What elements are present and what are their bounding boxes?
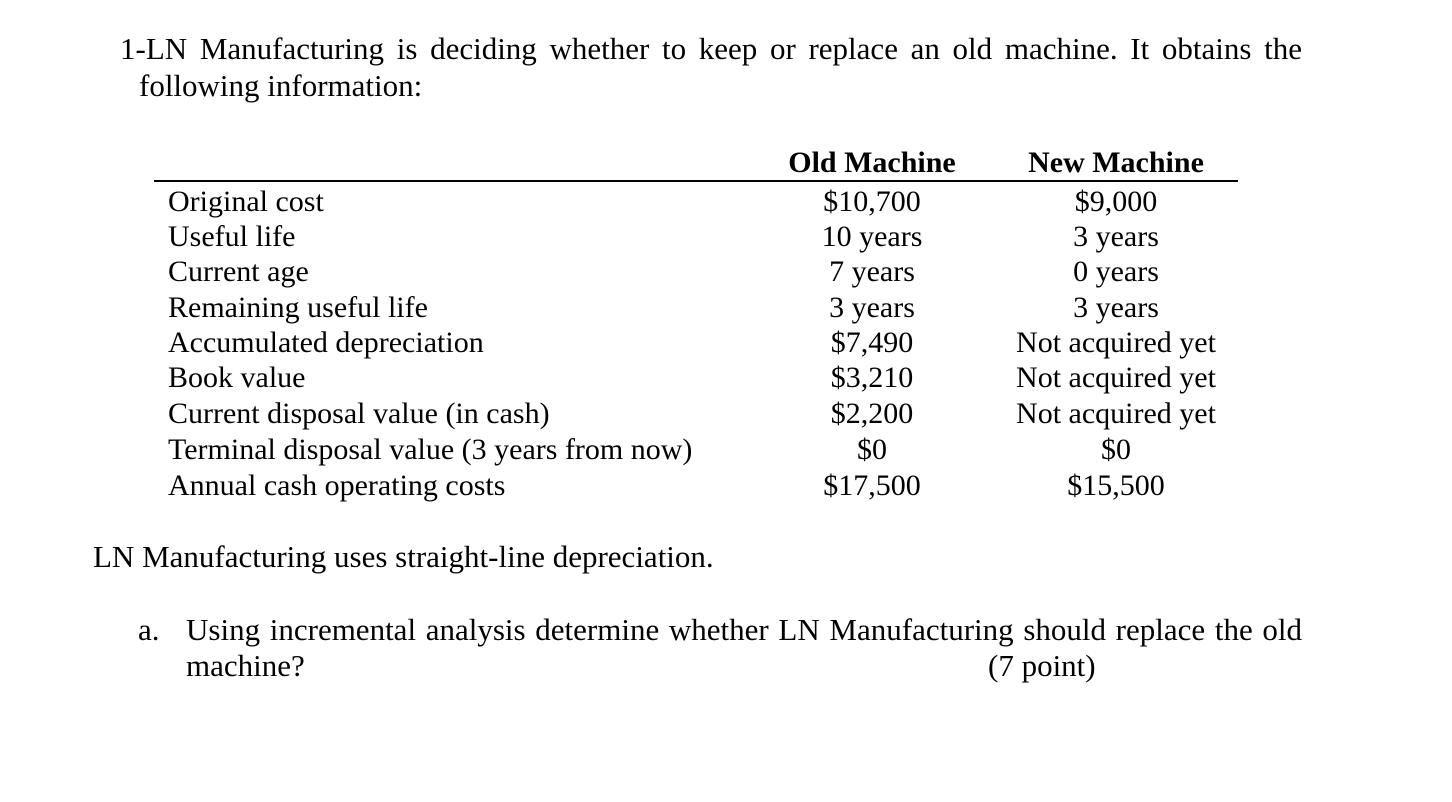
row-label: Useful life [168, 220, 296, 253]
question-marker: a. [138, 612, 160, 647]
row-label: Remaining useful life [168, 291, 428, 324]
new-machine-value: Not acquired yet [1016, 397, 1216, 430]
question-points: (7 point) [988, 648, 1096, 683]
table-row [0, 184, 1452, 220]
old-machine-value: $3,210 [830, 361, 914, 394]
intro-line-1: 1-LN Manufacturing is deciding whether to keep or replace an old machine. It obtains the [120, 31, 1302, 66]
row-label: Accumulated depreciation [168, 326, 484, 359]
table-row [0, 219, 1452, 255]
new-machine-value: 3 years [1073, 220, 1159, 253]
table-row [0, 290, 1452, 326]
table-row [0, 432, 1452, 468]
old-machine-value: 7 years [829, 255, 915, 288]
new-machine-header: New Machine [1028, 146, 1204, 179]
new-machine-value: Not acquired yet [1016, 361, 1216, 394]
table-row [0, 468, 1452, 504]
question-line-2: machine? [186, 648, 305, 683]
old-machine-value: $10,700 [823, 185, 921, 218]
new-machine-value: $9,000 [1074, 185, 1158, 218]
old-machine-header: Old Machine [788, 146, 956, 179]
row-label: Terminal disposal value (3 years from now) [168, 433, 693, 466]
problem-intro [120, 30, 1302, 104]
question-line-1: Using incremental analysis determine whether LN Manufacturing should replace the old [186, 612, 1302, 647]
old-machine-value: $17,500 [823, 469, 921, 502]
header-rule [154, 180, 1238, 182]
new-machine-value: $0 [1101, 433, 1131, 466]
row-label: Annual cash operating costs [168, 469, 506, 502]
new-machine-value: Not acquired yet [1016, 326, 1216, 359]
depreciation-note: LN Manufacturing uses straight-line depreciation. [93, 539, 714, 574]
old-machine-value: $7,490 [830, 326, 914, 359]
old-machine-value: $0 [857, 433, 887, 466]
new-machine-value: 0 years [1073, 255, 1159, 288]
old-machine-value: $2,200 [830, 397, 914, 430]
new-machine-value: 3 years [1073, 291, 1159, 324]
row-label: Book value [168, 361, 306, 394]
intro-line-2: following information: [139, 68, 423, 103]
table-row [0, 325, 1452, 361]
row-label: Current age [168, 255, 309, 288]
table-row [0, 396, 1452, 432]
table-row [0, 254, 1452, 290]
row-label: Original cost [168, 185, 324, 218]
new-machine-value: $15,500 [1067, 469, 1165, 502]
row-label: Current disposal value (in cash) [168, 397, 550, 430]
old-machine-value: 3 years [829, 291, 915, 324]
table-row [0, 360, 1452, 396]
old-machine-value: 10 years [821, 220, 923, 253]
